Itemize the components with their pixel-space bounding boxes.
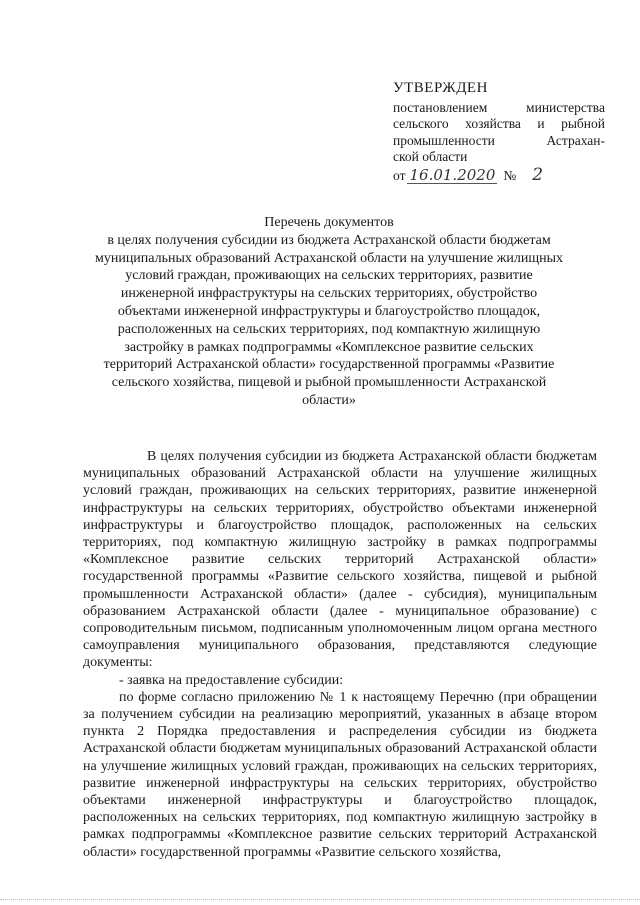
approval-line: промышленности Астрахан- — [393, 132, 605, 148]
number-sign: № — [503, 167, 517, 183]
title-line: Перечень документов — [264, 215, 394, 230]
title-line: области» — [302, 392, 356, 408]
document-title — [84, 214, 574, 410]
approval-line: сельского хозяйства и рыбной — [393, 116, 605, 131]
handwritten-number: 2 — [532, 164, 544, 185]
title-line: территорий Астраханской области» государственной программы «Развитие — [103, 357, 555, 373]
body-paragraph: В целях получения субсидии из бюджета Астраханской области бюджетам муниципальных образований Астраханской области на улучшение жилищных условий граждан, проживающих на сельских территориях, развитие инженерной инфраструктуры на сельских территориях, обустройство объектами инженерной инфраструктуры и благоустройство площадок, расположенных на сельских территориях, под компактную жилищную застройку в рамках подпрограммы «Комплексное развитие сельских территорий Астраханской области» государственной программы «Развитие сельского хозяйства, пищевой и рыбной промышленности Астраханской области» (далее - субсидия), муниципальным образованием Астраханской области (далее - муниципальное образование) с сопроводительным письмом, подписанным уполномоченным лицом органа местного самоуправления муниципального образования, представляются следующие документы: — [83, 449, 597, 671]
approval-line: постановлением министерства — [393, 99, 605, 115]
document-body — [83, 448, 597, 861]
title-line: сельского хозяйства, пищевой и рыбной промышленности Астраханской — [111, 375, 547, 391]
title-line: расположенных на сельских территориях, под компактную жилищную — [117, 321, 541, 337]
title-line: объектами инженерной инфраструктуры и благоустройство площадок, — [117, 303, 541, 319]
body-paragraph: - заявка на предоставление субсидии: — [119, 672, 344, 688]
approval-block — [393, 80, 605, 184]
title-line: в целях получения субсидии из бюджета Астраханской области бюджетам — [107, 232, 551, 248]
body-paragraph: по форме согласно приложению № 1 к настоящему Перечню (при обращении за получением субсидии на реализацию мероприятий, указанных в абзаце втором пункта 2 Порядка предоставления и распределения субсидии из бюджета Астраханской области бюджетам муниципальных образований Астраханской области на улучшение жилищных условий граждан, проживающих на сельских территориях, развитие инженерной инфраструктуры на сельских территориях, обустройство объектами инженерной инфраструктуры и благоустройство площадок, расположенных на сельских территориях, под компактную жилищную застройку в рамках подпрограммы «Комплексное развитие сельских территорий Астраханской области» государственной программы «Развитие сельского хозяйства, — [83, 689, 597, 860]
handwritten-date: 16.01.2020 — [409, 165, 496, 184]
title-line: инженерной инфраструктуры на сельских территориях, обустройство — [120, 286, 538, 302]
title-line: условий граждан, проживающих на сельских территориях, развитие — [125, 268, 533, 284]
approval-heading: УТВЕРЖДЕН — [393, 80, 488, 96]
approval-line: ской области — [393, 149, 468, 164]
approval-order-row — [393, 164, 605, 185]
page-bottom-edge — [0, 899, 640, 900]
title-line: застройку в рамках подпрограммы «Комплексное развитие сельских — [124, 339, 534, 355]
title-line: муниципальных образований Астраханской области на улучшение жилищных — [94, 250, 564, 266]
date-prefix: от — [393, 167, 406, 183]
